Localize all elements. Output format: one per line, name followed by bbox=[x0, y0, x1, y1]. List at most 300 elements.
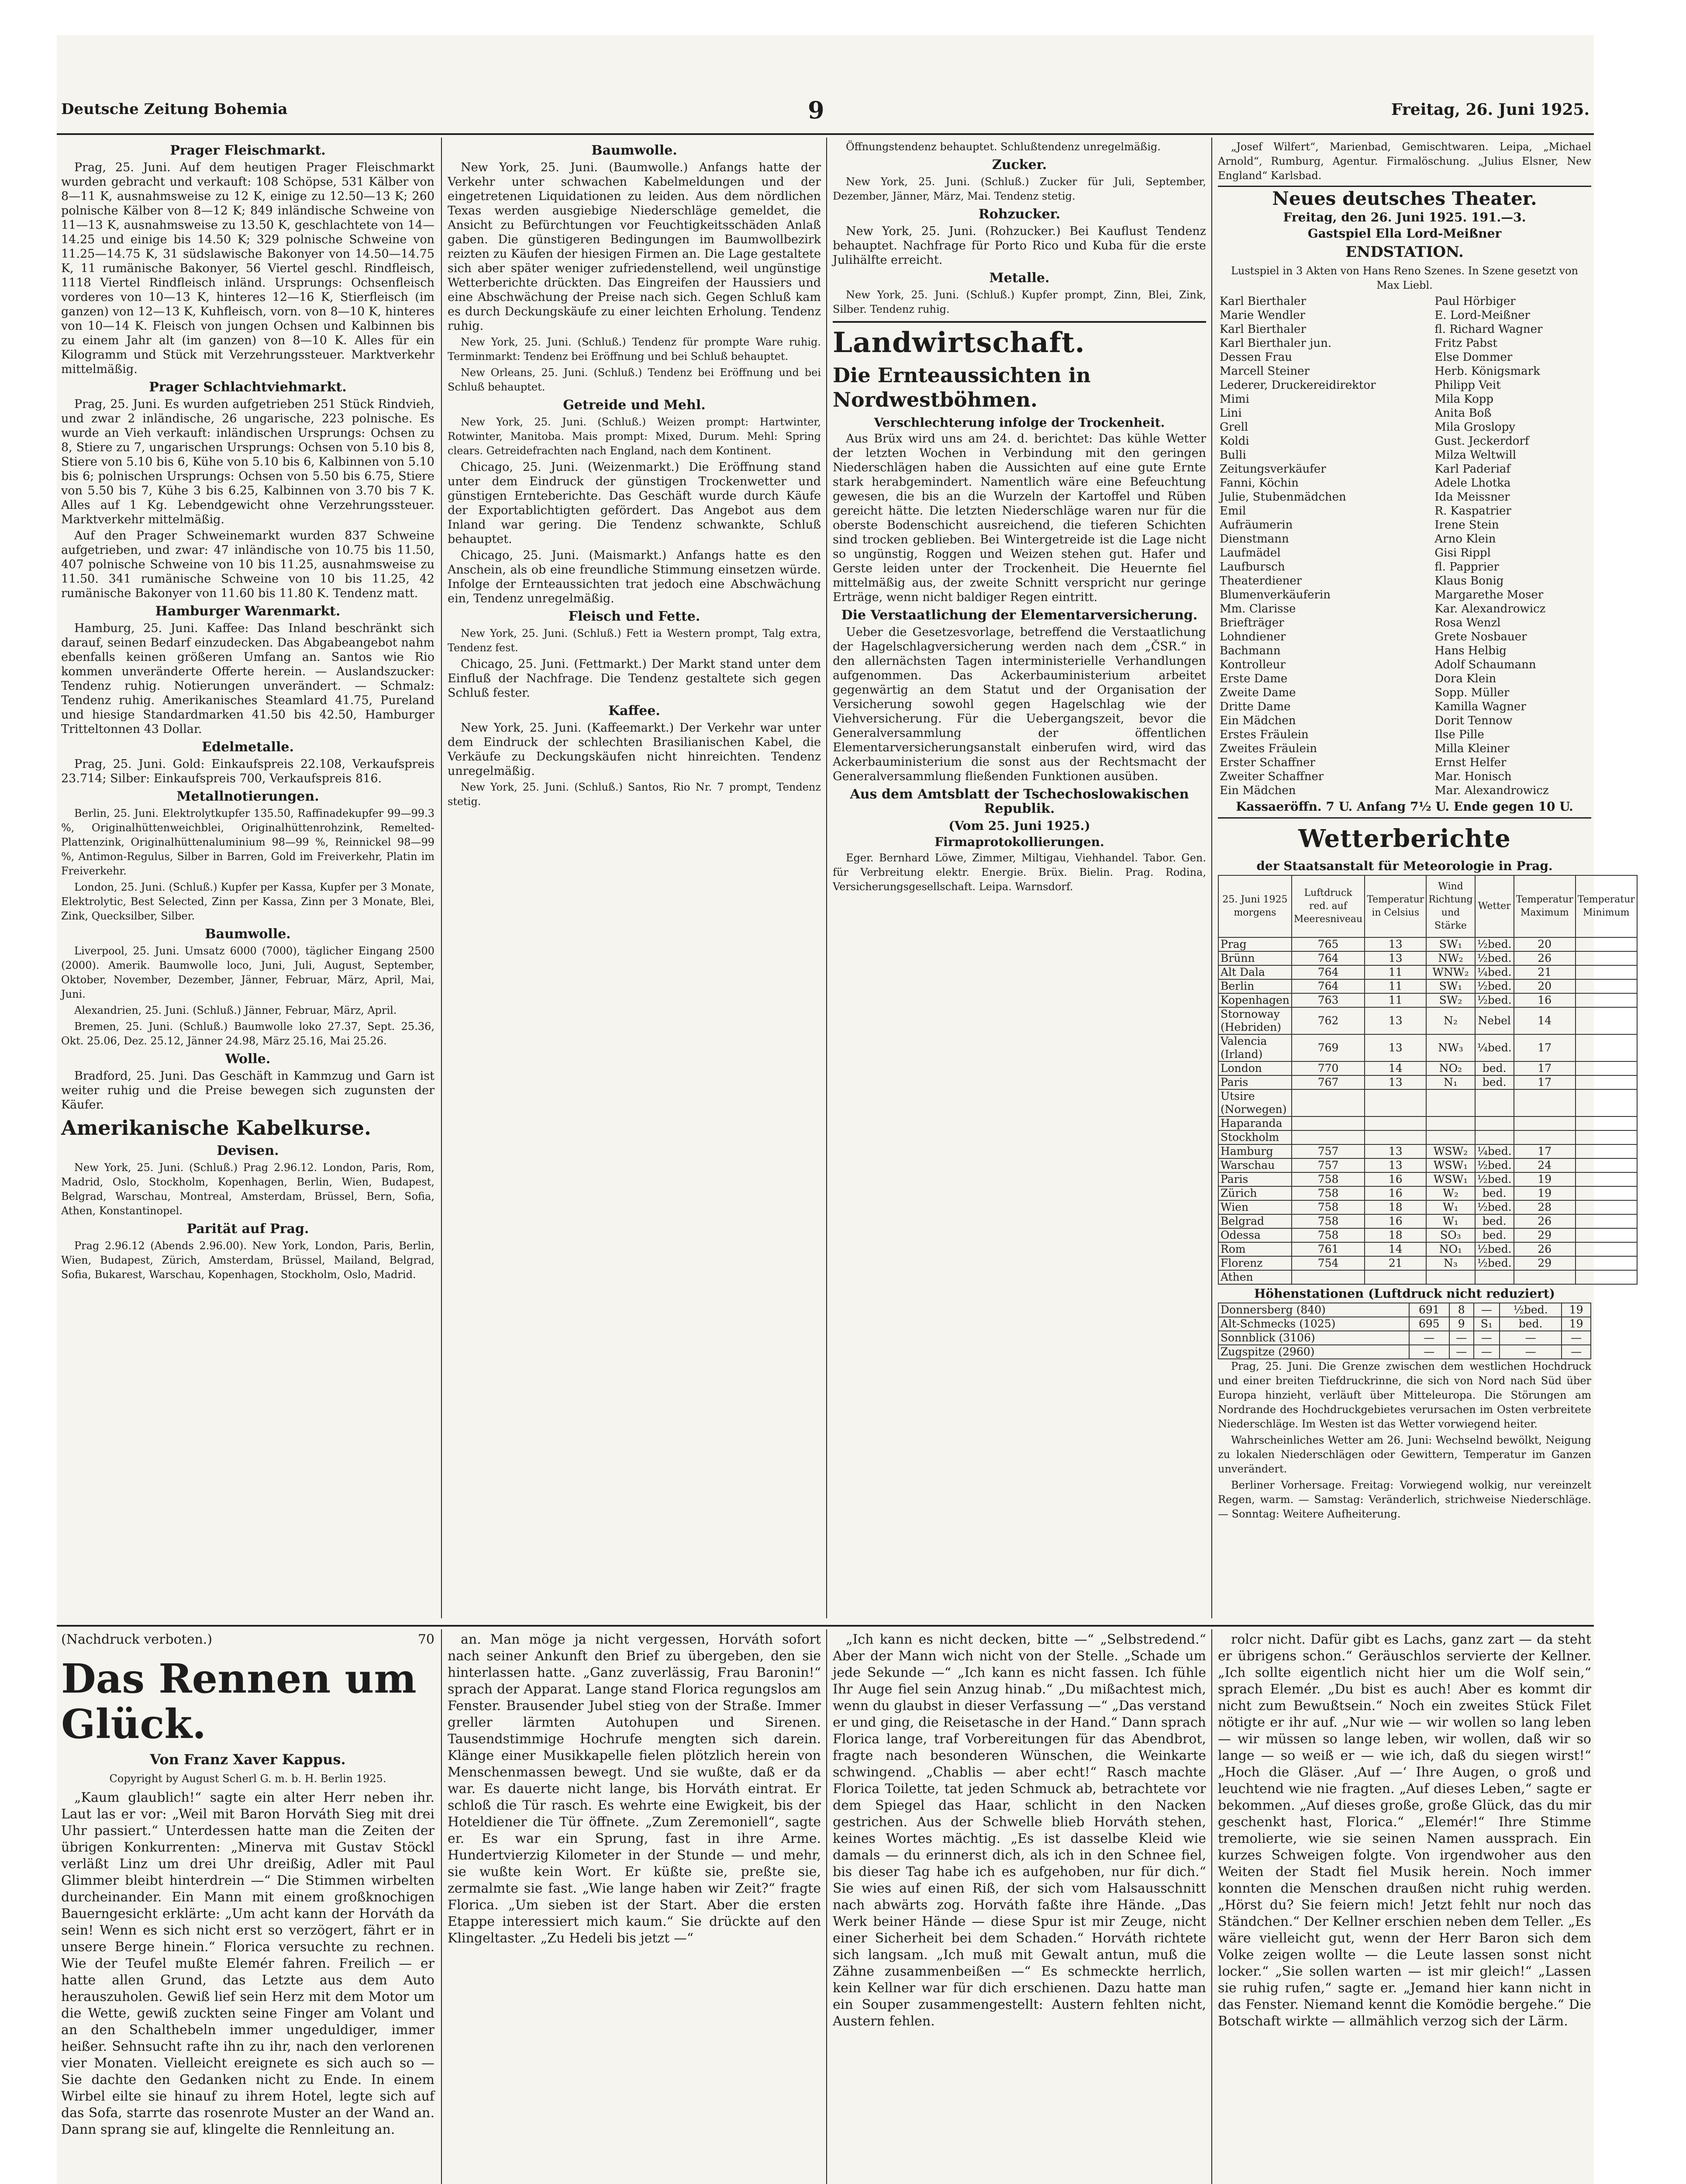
serial-column-4 bbox=[1218, 1631, 1591, 2184]
cast-role: Marie Wendler bbox=[1220, 309, 1306, 322]
weather-value: 762 bbox=[1292, 1007, 1365, 1034]
weather-row bbox=[1218, 1256, 1637, 1270]
weather-value: 13 bbox=[1365, 1034, 1426, 1061]
cast-role: Kontrolleur bbox=[1220, 658, 1286, 671]
cast-row bbox=[1218, 602, 1591, 616]
article-text: Chicago, 25. Juni. (Weizenmarkt.) Die Eröffnung stand unter dem Eindruck der günstigen Trockenwetter und günstigen Ernteberichte. Das Geschäft wurde durch Käufe der Exportablichtigten gefördert. Das Angebot aus dem Inland war gering. Die Tendenz schwankte, Schluß behauptet. bbox=[448, 460, 821, 546]
cast-role: Mimi bbox=[1220, 393, 1249, 406]
weather-value: 13 bbox=[1365, 1144, 1426, 1158]
weather-column-header: Luftdruck red. auf Meeresniveau bbox=[1292, 875, 1365, 937]
cast-row bbox=[1218, 658, 1591, 672]
article-text: New York, 25. Juni. (Schluß.) Weizen prompt: Hartwinter, Rotwinter, Manitoba. Mais prompt: Mixed, Durum. Mehl: Spring clears. Getreidefrachten nach England, nach dem Kontinent. bbox=[448, 416, 821, 457]
cast-actor: Mila Groslopy bbox=[1434, 421, 1515, 434]
weather-value: WNW₂ bbox=[1426, 965, 1475, 979]
weather-value bbox=[1576, 965, 1637, 979]
weather-value bbox=[1365, 1116, 1426, 1130]
section-heading: Getreide und Mehl. bbox=[563, 397, 706, 413]
weather-value bbox=[1576, 1256, 1637, 1270]
theater-weather-column bbox=[1218, 140, 1635, 1621]
section-heading: Kaffee. bbox=[608, 703, 660, 719]
weather-value bbox=[1576, 1144, 1637, 1158]
weather-value bbox=[1576, 1130, 1637, 1144]
section-heading: Wolle. bbox=[225, 1051, 271, 1067]
cast-role: Lederer, Druckereidirektor bbox=[1220, 379, 1376, 392]
weather-row bbox=[1218, 937, 1637, 951]
weather-value bbox=[1576, 1034, 1637, 1061]
berlin-forecast: Berliner Vorhersage. Freitag: Vorwiegend wolkig, nur vereinzelt Regen, warm. — Samstag: Veränderlich, strichweise Niederschläge. — Sonntag: Weitere Aufheiterung. bbox=[1218, 1479, 1591, 1520]
article-text: Bradford, 25. Juni. Das Geschäft in Kammzug und Garn ist weiter ruhig und die Preise bewegen sich zugunsten der Käufer. bbox=[61, 1069, 434, 1112]
weather-value: WSW₁ bbox=[1426, 1172, 1475, 1186]
weather-value: — bbox=[1474, 1331, 1500, 1345]
cast-actor: Adolf Schaumann bbox=[1434, 658, 1536, 671]
cast-actor: Irene Stein bbox=[1434, 518, 1499, 532]
serial-text: an. Man möge ja nicht vergessen, Horváth sofort nach seiner Ankunft den Brief zu übergeben, den sie hinterlassen hatte. „Ganz zuverlässig, Frau Baronin!“ sprach der Apparat. Lange stand Florica regungslos am Fenster. Brausender Jubel stieg von der Straße. Immer greller lärmten Autohupen und Sirenen. Tausendstimmige Hochrufe mengten sich darein. Klänge einer Musikkapelle fielen plötzlich herein von Menschenmassen bewegt. Und sie wußte, daß er da war. Es dauerte nicht lange, bis Horváth eintrat. Er schloß die Tür rasch. Es wehrte eine Ewigkeit, bis der Hoteldiener die Tür öffnete. „Zum Zeremoniell“, sagte er. Es war ein Sprung, fast in ihre Arme. Hundertvierzig Kilometer in der Stunde — und mehr, sie wußte kein Wort. Er küßte sie, preßte sie, zermalmte sie fast. „Wie lange haben wir Zeit?“ fragte Florica. „Um sieben ist der Start. Aber die ersten Etappe interessiert mich kaum.“ Sie drückte auf den Klingeltaster. „Zu Hedeli bis jetzt —“ bbox=[448, 1632, 821, 1946]
article-subheading: Firmaprotokollierungen. bbox=[934, 835, 1104, 849]
page-number: 9 bbox=[808, 96, 824, 124]
weather-value: NO₂ bbox=[1426, 1061, 1475, 1075]
article-text: Chicago, 25. Juni. (Maismarkt.) Anfangs hatte es den Anschein, als ob eine freundliche Stimmung einsetzen würde. Infolge der Ernteaussichten trat jedoch eine Abschwächung ein, Tendenz unregelmäßig. bbox=[448, 549, 821, 605]
section-headline: Landwirtschaft. bbox=[833, 326, 1085, 359]
weather-station: Valencia (Irland) bbox=[1218, 1034, 1292, 1061]
cast-role: Emil bbox=[1220, 505, 1246, 518]
weather-value: bed. bbox=[1475, 1075, 1514, 1089]
weather-value bbox=[1576, 1200, 1637, 1214]
weather-value bbox=[1475, 1089, 1514, 1116]
header-rule bbox=[57, 133, 1594, 135]
weather-value: ½bed. bbox=[1475, 993, 1514, 1007]
cast-row bbox=[1218, 308, 1591, 322]
serial-column-2 bbox=[448, 1631, 821, 2184]
article-text: New York, 25. Juni. (Schluß.) Kupfer prompt, Zinn, Blei, Zink, Silber. Tendenz ruhig. bbox=[833, 289, 1206, 315]
article-text: New York, 25. Juni. (Schluß.) Prag 2.96.12. London, Paris, Rom, Madrid, Oslo, Stockholm, Kopenhagen, Berlin, Wien, Budapest, Belgrad, Warschau, Montreal, Amsterdam, Brüssel, Bern, Sofia, Athen, Konstantinopel. bbox=[61, 1161, 434, 1217]
weather-value bbox=[1576, 937, 1637, 951]
article-text: New York, 25. Juni. (Rohzucker.) Bei Kauflust Tendenz behauptet. Nachfrage für Porto Rico und Kuba für die erste Julihälfte erreicht. bbox=[833, 225, 1206, 267]
weather-station: Donnersberg (840) bbox=[1218, 1303, 1409, 1317]
weather-station: Sonnblick (3106) bbox=[1218, 1331, 1409, 1345]
cast-role: Lohndiener bbox=[1220, 630, 1286, 643]
article-subheading: (Vom 25. Juni 1925.) bbox=[948, 819, 1090, 833]
weather-value: 761 bbox=[1292, 1242, 1365, 1256]
article-text: Aus Brüx wird uns am 24. d. berichtet: Das kühle Wetter der letzten Wochen in Verbindung mit den geringen Niederschlägen haben die Aussichten auf eine gute Ernte stark herabgemindert. Namentlich wäre eine Befeuchtung gewesen, die bis an die Wurzeln der Kartoffel und Rüben gereicht hätte. Die letzten Niederschläge waren nur für die oberste Bodenschicht ausreichend, die tieferen Schichten sind trocken geblieben. Bei Wintergetreide ist die Lage nicht so ungünstig, Roggen und Weizen stehen gut. Hafer und Gerste leiden unter der Trockenheit. Die Heuernte fiel mittelmäßig aus, der zweite Schnitt verspricht nur geringe Erträge, wenn nicht baldiger Regen eintritt. bbox=[833, 432, 1206, 604]
weather-value: ¼bed. bbox=[1475, 965, 1514, 979]
cast-role: Dessen Frau bbox=[1220, 351, 1293, 364]
weather-station: Florenz bbox=[1218, 1256, 1292, 1270]
cast-row bbox=[1218, 546, 1591, 560]
column-divider bbox=[441, 1629, 442, 2184]
weather-value: 764 bbox=[1292, 979, 1365, 993]
weather-station: Paris bbox=[1218, 1172, 1292, 1186]
cast-role: Zweite Dame bbox=[1220, 686, 1296, 699]
weather-value bbox=[1576, 1270, 1637, 1284]
cast-role: Fanni, Köchin bbox=[1220, 477, 1299, 490]
weather-station: Utsire (Norwegen) bbox=[1218, 1089, 1292, 1116]
cast-role: Julie, Stubenmädchen bbox=[1220, 491, 1346, 504]
cast-role: Karl Bierthaler jun. bbox=[1220, 337, 1332, 350]
weather-value: ½bed. bbox=[1475, 1242, 1514, 1256]
column-divider bbox=[826, 1629, 827, 2184]
weather-value: 765 bbox=[1292, 937, 1365, 951]
weather-value: WSW₂ bbox=[1426, 1144, 1475, 1158]
weather-value: 769 bbox=[1292, 1034, 1365, 1061]
weather-forecast: Wahrscheinliches Wetter am 26. Juni: Wechselnd bewölkt, Neigung zu lokalen Niederschlägen oder Gewittern, Temperatur im Ganzen unverändert. bbox=[1218, 1434, 1591, 1475]
cast-actor: Kamilla Wagner bbox=[1434, 700, 1526, 713]
weather-value: 691 bbox=[1409, 1303, 1449, 1317]
weather-value: W₁ bbox=[1426, 1214, 1475, 1228]
cast-actor: Arno Klein bbox=[1434, 532, 1496, 546]
weather-value bbox=[1514, 1089, 1576, 1116]
cast-row bbox=[1218, 686, 1591, 700]
cast-actor: Adele Lhotka bbox=[1434, 477, 1511, 490]
cast-role: Laufbursch bbox=[1220, 560, 1285, 574]
cast-actor: Karl Paderiaf bbox=[1434, 463, 1511, 476]
cast-row bbox=[1218, 518, 1591, 532]
cast-row bbox=[1218, 742, 1591, 756]
cast-actor: Mar. Alexandrowicz bbox=[1434, 784, 1549, 797]
weather-value: SW₁ bbox=[1426, 937, 1475, 951]
weather-value: 16 bbox=[1365, 1172, 1426, 1186]
weather-value: 21 bbox=[1365, 1256, 1426, 1270]
cast-row bbox=[1218, 378, 1591, 392]
weather-value: W₂ bbox=[1426, 1186, 1475, 1200]
section-heading: Prager Schlachtviehmarkt. bbox=[149, 380, 347, 395]
weather-value: — bbox=[1409, 1331, 1449, 1345]
weather-station: Kopenhagen bbox=[1218, 993, 1292, 1007]
weather-row bbox=[1218, 1214, 1637, 1228]
weather-row bbox=[1218, 1075, 1637, 1089]
serial-column-3 bbox=[833, 1631, 1206, 2184]
weather-row bbox=[1218, 1270, 1637, 1284]
weather-value: 16 bbox=[1514, 993, 1576, 1007]
weather-value bbox=[1426, 1130, 1475, 1144]
cast-role: Marcell Steiner bbox=[1220, 365, 1310, 378]
article-text: Ueber die Gesetzesvorlage, betreffend die Verstaatlichung der Hagelschlagversicherung werden nach dem „ČSR.“ in den allernächsten Tagen interministerielle Verhandlungen aufgenommen. Das Ackerbauministerium arbeitet gegenwärtig an dem Statut und der Organisation der Versicherung sowohl gegen Hagelschlag wie der Viehversicherung. Für die Uebergangszeit, bevor die Generalversammlung der öffentlichen Elementarversicherungsanstalt einberufen wird, wird das Ackerbauministerium die sonst aus der Rechtsmacht der Generalversammlung fließenden Funktionen ausüben. bbox=[833, 625, 1206, 783]
weather-value: bed. bbox=[1475, 1186, 1514, 1200]
article-text: Prag, 25. Juni. Auf dem heutigen Prager Fleischmarkt wurden gebracht und verkauft: 108 Schöpse, 531 Kälber von 8—11 K, ausnahmsweise zu 12 K, einige zu 12.50—13 K; 260 polnische Kälber von 8—12 K; 849 inländische Schweine von 11—13 K, ausnahmsweise zu 13.50 K, geschlachtete von 14—14.25 und einige bis 14.50 K; 329 polnische Schweine von 11.25—14.75 K, 31 südslawische Bakonyer von 14.50—14.75 K, 11 rumänische Bakonyer, 56 Viertel geschl. Rindfleisch, 1118 Viertel Rindfleisch inländ. Ursprungs: Ochsenfleisch vorderes von 10—13 K, hinteres 12—16 K, Stierfleisch (im ganzen) von 12—13 K, Kuhfleisch, vorn. von 8—10 K, hinteres von 10—14 K. Fleisch von jungen Ochsen und Kalbinnen bis zu einem Jahr alt (im ganzen) von 8—10 K. Alles für ein Kilogramm und Stück mit Verzehrungssteuer. Marktverkehr mittelmäßig. bbox=[61, 161, 434, 376]
cast-actor: Sopp. Müller bbox=[1434, 686, 1510, 699]
weather-value bbox=[1576, 993, 1637, 1007]
weather-value: SO₃ bbox=[1426, 1228, 1475, 1242]
page-header bbox=[57, 96, 1594, 127]
weather-value: ½bed. bbox=[1475, 1158, 1514, 1172]
weather-value: N₃ bbox=[1426, 1256, 1475, 1270]
weather-value bbox=[1576, 951, 1637, 965]
cast-actor: Mila Kopp bbox=[1434, 393, 1494, 406]
section-heading: Fleisch und Fette. bbox=[568, 609, 700, 624]
weather-value: 763 bbox=[1292, 993, 1365, 1007]
theater-date: Freitag, den 26. Juni 1925. 191.—3. bbox=[1283, 210, 1526, 225]
article-text: Berlin, 25. Juni. Elektrolytkupfer 135.50, Raffinadekupfer 99—99.3 %, Originalhüttenweichblei, Originalhüttenrohzink, Remelted-Plattenzink, Originalhüttenaluminium 98—99 %, Reinnickel 98—99 %, Antimon-Regulus, Silber in Barren, Gold im Freiverkehr, Platin im Freiverkehr. bbox=[61, 807, 434, 877]
weather-value: 757 bbox=[1292, 1158, 1365, 1172]
section-heading: Metallnotierungen. bbox=[176, 789, 319, 804]
section-heading: Hamburger Warenmarkt. bbox=[155, 604, 341, 619]
weather-station: Prag bbox=[1218, 937, 1292, 951]
weather-row bbox=[1218, 1116, 1637, 1130]
article-text: Prag, 25. Juni. Gold: Einkaufspreis 22.108, Verkaufspreis 23.714; Silber: Einkaufspreis 700, Verkaufspreis 816. bbox=[61, 757, 434, 785]
weather-column-header: Wetter bbox=[1475, 875, 1514, 937]
cast-actor: Anita Boß bbox=[1434, 407, 1492, 420]
cast-role: Bulli bbox=[1220, 449, 1246, 462]
reprint-note: (Nachdruck verboten.) bbox=[61, 1632, 213, 1647]
section-heading: Zucker. bbox=[992, 157, 1047, 173]
section-heading: Baumwolle. bbox=[205, 926, 291, 942]
weather-value: SW₂ bbox=[1426, 993, 1475, 1007]
weather-value: — bbox=[1449, 1331, 1474, 1345]
weather-station: Brünn bbox=[1218, 951, 1292, 965]
weather-value: 11 bbox=[1365, 979, 1426, 993]
section-heading: Edelmetalle. bbox=[202, 740, 294, 755]
weather-value: 758 bbox=[1292, 1228, 1365, 1242]
weather-row bbox=[1218, 1200, 1637, 1214]
weather-station: Wien bbox=[1218, 1200, 1292, 1214]
cast-actor: Klaus Bonig bbox=[1434, 574, 1504, 587]
weather-value bbox=[1576, 1214, 1637, 1228]
article-text: Prag 2.96.12 (Abends 2.96.00). New York, London, Paris, Berlin, Wien, Budapest, Zürich, Amsterdam, Brüssel, Mailand, Belgrad, Sofia, Bukarest, Warschau, Kopenhagen, Stockholm, Oslo, Madrid. bbox=[61, 1240, 434, 1281]
weather-value bbox=[1426, 1089, 1475, 1116]
article-headline: Die Ernteaussichten in Nordwestböhmen. bbox=[833, 363, 1091, 411]
weather-value: 13 bbox=[1365, 937, 1426, 951]
weather-value: S₁ bbox=[1474, 1317, 1500, 1331]
weather-value bbox=[1475, 1130, 1514, 1144]
weather-column-header: Temperatur Maximum bbox=[1514, 875, 1576, 937]
cast-role: Briefträger bbox=[1220, 616, 1284, 629]
weather-value bbox=[1576, 1228, 1637, 1242]
weather-value bbox=[1576, 1186, 1637, 1200]
weather-station: Hamburg bbox=[1218, 1144, 1292, 1158]
issue-date: Freitag, 26. Juni 1925. bbox=[1391, 100, 1589, 119]
weather-value: 14 bbox=[1365, 1242, 1426, 1256]
cast-row bbox=[1218, 728, 1591, 742]
weather-value: 24 bbox=[1514, 1158, 1576, 1172]
column-divider bbox=[1211, 1629, 1212, 2184]
cast-actor: Dora Klein bbox=[1434, 672, 1496, 685]
weather-value: 21 bbox=[1514, 965, 1576, 979]
weather-value: NO₁ bbox=[1426, 1242, 1475, 1256]
weather-value: bed. bbox=[1475, 1061, 1514, 1075]
cast-actor: Herb. Königsmark bbox=[1434, 365, 1540, 378]
weather-station: London bbox=[1218, 1061, 1292, 1075]
cast-row bbox=[1218, 616, 1591, 630]
cast-actor: Milza Weltwill bbox=[1434, 449, 1517, 462]
article-text: New Orleans, 25. Juni. (Schluß.) Tendenz bei Eröffnung und bei Schluß behauptet. bbox=[448, 366, 821, 393]
cast-row bbox=[1218, 392, 1591, 406]
weather-value: ½bed. bbox=[1475, 1200, 1514, 1214]
cast-row bbox=[1218, 364, 1591, 378]
cast-role: Karl Bierthaler bbox=[1220, 323, 1306, 336]
article-text: Prag, 25. Juni. Es wurden aufgetrieben 251 Stück Rindvieh, und zwar 2 inländische, 26 ungarische, 223 polnische. Es wurde an Vieh verkauft: inländischen Ursprungs: Ochsen zu 8, Stiere zu 7, ungarischen Ursprungs: Ochsen von 5.10 bis 8, Stiere von 5.10 bis 6, Kühe von 5.10 bis 6, Kalbinnen von 5.10 bis 6; polnischen Ursprungs: Ochsen von 5.50 bis 6.75, Stiere von 5.50 bis 7, Kühe 3 bis 6.25, Kalbinnen von 3.70 bis 7 K. Alles auf 1 Kg. Lebendgewicht ohne Verzehrungssteuer. Marktverkehr mittelmäßig. bbox=[61, 397, 434, 526]
weather-value: 19 bbox=[1514, 1172, 1576, 1186]
weather-report: Prag, 25. Juni. Die Grenze zwischen dem westlichen Hochdruck und einer breiten Tiefdruckrinne, die sich von Nord nach Süd über Europa hinzieht, verläuft über Mitteleuropa. Die Störungen am Nordrande des Hochdruckgebietes verursachen im Osten verbreitete Niederschläge. Im Westen ist das Wetter vorwiegend heiter. bbox=[1218, 1360, 1591, 1430]
article-text: „Josef Wilfert“, Marienbad, Gemischtwaren. Leipa, „Michael Arnold“, Rumburg, Agentur. Firmalöschung. „Julius Elsner, New England“ Karlsbad. bbox=[1218, 141, 1591, 182]
weather-value: bed. bbox=[1475, 1228, 1514, 1242]
weather-table bbox=[1218, 875, 1638, 1285]
weather-row bbox=[1218, 1303, 1591, 1317]
cast-role: Dritte Dame bbox=[1220, 700, 1291, 713]
play-subtitle: Lustspiel in 3 Akten von Hans Reno Szenes. In Szene gesetzt von Max Liebl. bbox=[1231, 265, 1578, 291]
weather-value: 16 bbox=[1365, 1186, 1426, 1200]
weather-value: 17 bbox=[1514, 1144, 1576, 1158]
weather-value: 767 bbox=[1292, 1075, 1365, 1089]
cast-actor: Rosa Wenzl bbox=[1434, 616, 1501, 629]
weather-station: Rom bbox=[1218, 1242, 1292, 1256]
weather-station: Zugspitze (2960) bbox=[1218, 1345, 1409, 1359]
weather-value: 19 bbox=[1514, 1186, 1576, 1200]
weather-value: ½bed. bbox=[1475, 937, 1514, 951]
market-column-1 bbox=[61, 140, 434, 1621]
weather-value: Nebel bbox=[1475, 1007, 1514, 1034]
cast-row bbox=[1218, 420, 1591, 434]
weather-value: 29 bbox=[1514, 1256, 1576, 1270]
section-heading: Parität auf Prag. bbox=[186, 1221, 309, 1237]
cast-role: Theaterdiener bbox=[1220, 574, 1302, 587]
cast-actor: fl. Richard Wagner bbox=[1434, 323, 1543, 336]
section-heading: Die Verstaatlichung der Elementarversicherung. bbox=[841, 608, 1198, 623]
weather-value bbox=[1426, 1270, 1475, 1284]
column-divider bbox=[826, 138, 827, 1618]
cast-row bbox=[1218, 434, 1591, 448]
cast-actor: Mar. Honisch bbox=[1434, 770, 1512, 783]
cast-row bbox=[1218, 476, 1591, 490]
weather-value: 26 bbox=[1514, 1242, 1576, 1256]
cast-row bbox=[1218, 672, 1591, 686]
cast-actor: Else Dommer bbox=[1434, 351, 1513, 364]
weather-value: 14 bbox=[1514, 1007, 1576, 1034]
article-text: Eger. Bernhard Löwe, Zimmer, Miltigau, Viehhandel. Tabor. Gen. für Verbreitung elektr. Energie. Brüx. Bielin. Prag. Rodina, Versicherungsgesellschaft. Leipa. Warnsdorf. bbox=[833, 852, 1206, 893]
column-divider bbox=[441, 138, 442, 1618]
article-text: New York, 25. Juni. (Kaffeemarkt.) Der Verkehr war unter dem Eindruck der schlechten Brasilianischen Kabel, die Verkäufe zu Deckungskäufen nicht hinreichten. Tendenz unregelmäßig. bbox=[448, 721, 821, 778]
weather-value bbox=[1576, 1089, 1637, 1116]
serial-column-1 bbox=[61, 1631, 434, 2184]
cast-role: Zweiter Schaffner bbox=[1220, 770, 1324, 783]
cast-row bbox=[1218, 700, 1591, 714]
weather-row bbox=[1218, 1158, 1637, 1172]
serial-title: Das Rennen um Glück. bbox=[61, 1655, 417, 1748]
weather-column-header: Temperatur in Celsius bbox=[1365, 875, 1426, 937]
serial-copyright: Copyright by August Scherl G. m. b. H. Berlin 1925. bbox=[109, 1773, 386, 1785]
cast-row bbox=[1218, 770, 1591, 784]
cast-list bbox=[1218, 294, 1591, 798]
section-heading: Metalle. bbox=[989, 270, 1050, 286]
cast-actor: Ida Meissner bbox=[1434, 491, 1510, 504]
weather-value bbox=[1576, 1061, 1637, 1075]
cast-role: Grell bbox=[1220, 421, 1248, 434]
weather-row bbox=[1218, 1172, 1637, 1186]
weather-value: 695 bbox=[1409, 1317, 1449, 1331]
weather-row bbox=[1218, 1007, 1637, 1034]
weather-subheading: der Staatsanstalt für Meteorologie in Prag. bbox=[1256, 859, 1553, 873]
weather-value: ½bed. bbox=[1475, 1256, 1514, 1270]
column-divider bbox=[1211, 138, 1212, 1618]
weather-value: W₁ bbox=[1426, 1200, 1475, 1214]
market-column-2 bbox=[448, 140, 821, 1621]
weather-value: 11 bbox=[1365, 993, 1426, 1007]
article-subheading: Verschlechterung infolge der Trockenheit. bbox=[874, 415, 1165, 430]
section-headline: Amerikanische Kabelkurse. bbox=[61, 1116, 371, 1140]
article-text: Liverpool, 25. Juni. Umsatz 6000 (7000), täglicher Eingang 2500 (2000). Amerik. Baumwolle loco, Juni, Juli, August, September, Oktober, November, Dezember, Jänner, Februar, März, April, Mai, Juni. bbox=[61, 945, 434, 1000]
cast-row bbox=[1218, 574, 1591, 588]
cast-role: Ein Mädchen bbox=[1220, 784, 1296, 797]
cast-role: Blumenverkäuferin bbox=[1220, 588, 1331, 601]
weather-value bbox=[1292, 1270, 1365, 1284]
weather-value: — bbox=[1474, 1345, 1500, 1359]
cast-role: Erster Schaffner bbox=[1220, 756, 1315, 769]
weather-value bbox=[1292, 1130, 1365, 1144]
weather-column-header: Temperatur Minimum bbox=[1576, 875, 1637, 937]
weather-row bbox=[1218, 1130, 1637, 1144]
cast-actor: Margarethe Moser bbox=[1434, 588, 1544, 601]
cast-actor: Gisi Rippl bbox=[1434, 546, 1491, 560]
weather-station: Warschau bbox=[1218, 1158, 1292, 1172]
weather-value: ½bed. bbox=[1475, 951, 1514, 965]
weather-value: 8 bbox=[1449, 1303, 1474, 1317]
cast-actor: Grete Nosbauer bbox=[1434, 630, 1527, 643]
article-text: Auf den Prager Schweinemarkt wurden 837 Schweine aufgetrieben, und zwar: 47 inländische von 10.75 bis 11.50, 407 polnische Schweine von 10 bis 11.25, ausnahmsweise zu 11.50. 341 rumänische Schweine von 10 bis 11.25, 42 rumänische Bakonyer von 11.60 bis 11.80 K. Tendenz matt. bbox=[61, 529, 434, 600]
weather-value: — bbox=[1562, 1345, 1591, 1359]
weather-row bbox=[1218, 1331, 1591, 1345]
cast-row bbox=[1218, 588, 1591, 602]
weather-value: NW₂ bbox=[1426, 951, 1475, 965]
weather-value: 17 bbox=[1514, 1061, 1576, 1075]
weather-value: 28 bbox=[1514, 1200, 1576, 1214]
weather-value bbox=[1576, 1075, 1637, 1089]
theater-guest: Gastspiel Ella Lord-Meißner bbox=[1307, 226, 1502, 241]
cast-actor: Dorit Tennow bbox=[1434, 714, 1513, 727]
weather-value: 19 bbox=[1562, 1303, 1591, 1317]
weather-value: 17 bbox=[1514, 1034, 1576, 1061]
cast-actor: E. Lord-Meißner bbox=[1434, 309, 1530, 322]
weather-value: 758 bbox=[1292, 1172, 1365, 1186]
weather-row bbox=[1218, 965, 1637, 979]
weather-value: — bbox=[1500, 1345, 1562, 1359]
weather-value: 20 bbox=[1514, 979, 1576, 993]
weather-value: 26 bbox=[1514, 1214, 1576, 1228]
cast-role: Bachmann bbox=[1220, 644, 1281, 657]
feuilleton-rule bbox=[57, 1625, 1594, 1627]
masthead-title: Deutsche Zeitung Bohemia bbox=[61, 100, 288, 118]
weather-headline: Wetterberichte bbox=[1298, 824, 1511, 853]
weather-station: Athen bbox=[1218, 1270, 1292, 1284]
weather-row bbox=[1218, 1186, 1637, 1200]
section-heading: Devisen. bbox=[217, 1143, 279, 1158]
cast-row bbox=[1218, 462, 1591, 476]
weather-row bbox=[1218, 993, 1637, 1007]
cast-role: Aufräumerin bbox=[1220, 518, 1293, 532]
weather-station: Haparanda bbox=[1218, 1116, 1292, 1130]
weather-value: 758 bbox=[1292, 1186, 1365, 1200]
weather-row bbox=[1218, 1242, 1637, 1256]
weather-value: — bbox=[1500, 1331, 1562, 1345]
cast-actor: Gust. Jeckerdorf bbox=[1434, 435, 1529, 448]
weather-row bbox=[1218, 1345, 1591, 1359]
weather-value: 18 bbox=[1365, 1228, 1426, 1242]
cast-role: Ein Mädchen bbox=[1220, 714, 1296, 727]
weather-value: ¼bed. bbox=[1475, 1034, 1514, 1061]
weather-station: Stornoway (Hebriden) bbox=[1218, 1007, 1292, 1034]
cast-role: Dienstmann bbox=[1220, 532, 1289, 546]
weather-value: ½bed. bbox=[1500, 1303, 1562, 1317]
weather-value: ½bed. bbox=[1475, 979, 1514, 993]
weather-value: 29 bbox=[1514, 1228, 1576, 1242]
weather-row bbox=[1218, 1089, 1637, 1116]
weather-date-cell: 25. Juni 1925 morgens bbox=[1218, 875, 1292, 937]
weather-value: ¼bed. bbox=[1475, 1144, 1514, 1158]
weather-row bbox=[1218, 1034, 1637, 1061]
play-title: ENDSTATION. bbox=[1345, 243, 1464, 261]
weather-value bbox=[1365, 1270, 1426, 1284]
cast-row bbox=[1218, 644, 1591, 658]
weather-value: 18 bbox=[1365, 1200, 1426, 1214]
weather-station: Alt-Schmecks (1025) bbox=[1218, 1317, 1409, 1331]
serial-text: „Ich kann es nicht decken, bitte —“ „Selbstredend.“ Aber der Mann wich nicht von der Stelle. „Schade um jede Sekunde —“ „Ich kann es nicht fassen. Ich fühle Ihr Auge fiel sein Anzug hinab.“ „Du mißachtest mich, wenn du glaubst in dieser Verfassung —“ „Das verstand er und ging, die Reisetasche in der Hand.“ Dann sprach Florica lange, traf Vorbereitungen für das Abendbrot, fragte nach besonderen Wünschen, die Weinkarte schwingend. „Chablis — aber echt!“ Rasch machte Florica Toilette, tat jeden Schmuck ab, betrachtete vor dem Spiegel das Haar, schlicht in den Nacken gestrichen. Aus der Schwelle blieb Horváth stehen, keines Wortes mächtig. „Es ist dasselbe Kleid wie damals — du erinnerst dich, als ich in den Schnee fiel, bis dieser Tag habe ich es aufgehoben, nur für dich.“ Sie wies auf einen Riß, der sich vom Halsausschnitt nach abwärts zog. Horváth faßte ihre Hände. „Das Werk beiner Hände — diese Spur ist mir Zeuge, nicht einer Sicherheit bei dem Schaden.“ Horváth richtete sich langsam. „Ich muß mit Gewalt antun, muß die Zähne zusammenbeißen —“ Es schmeckte herrlich, kein Kellner war für dich erschienen. Dazu hatte man ein Souper zusammengestellt: Austern fehlten nicht, Austern fehlen. bbox=[833, 1632, 1206, 2029]
